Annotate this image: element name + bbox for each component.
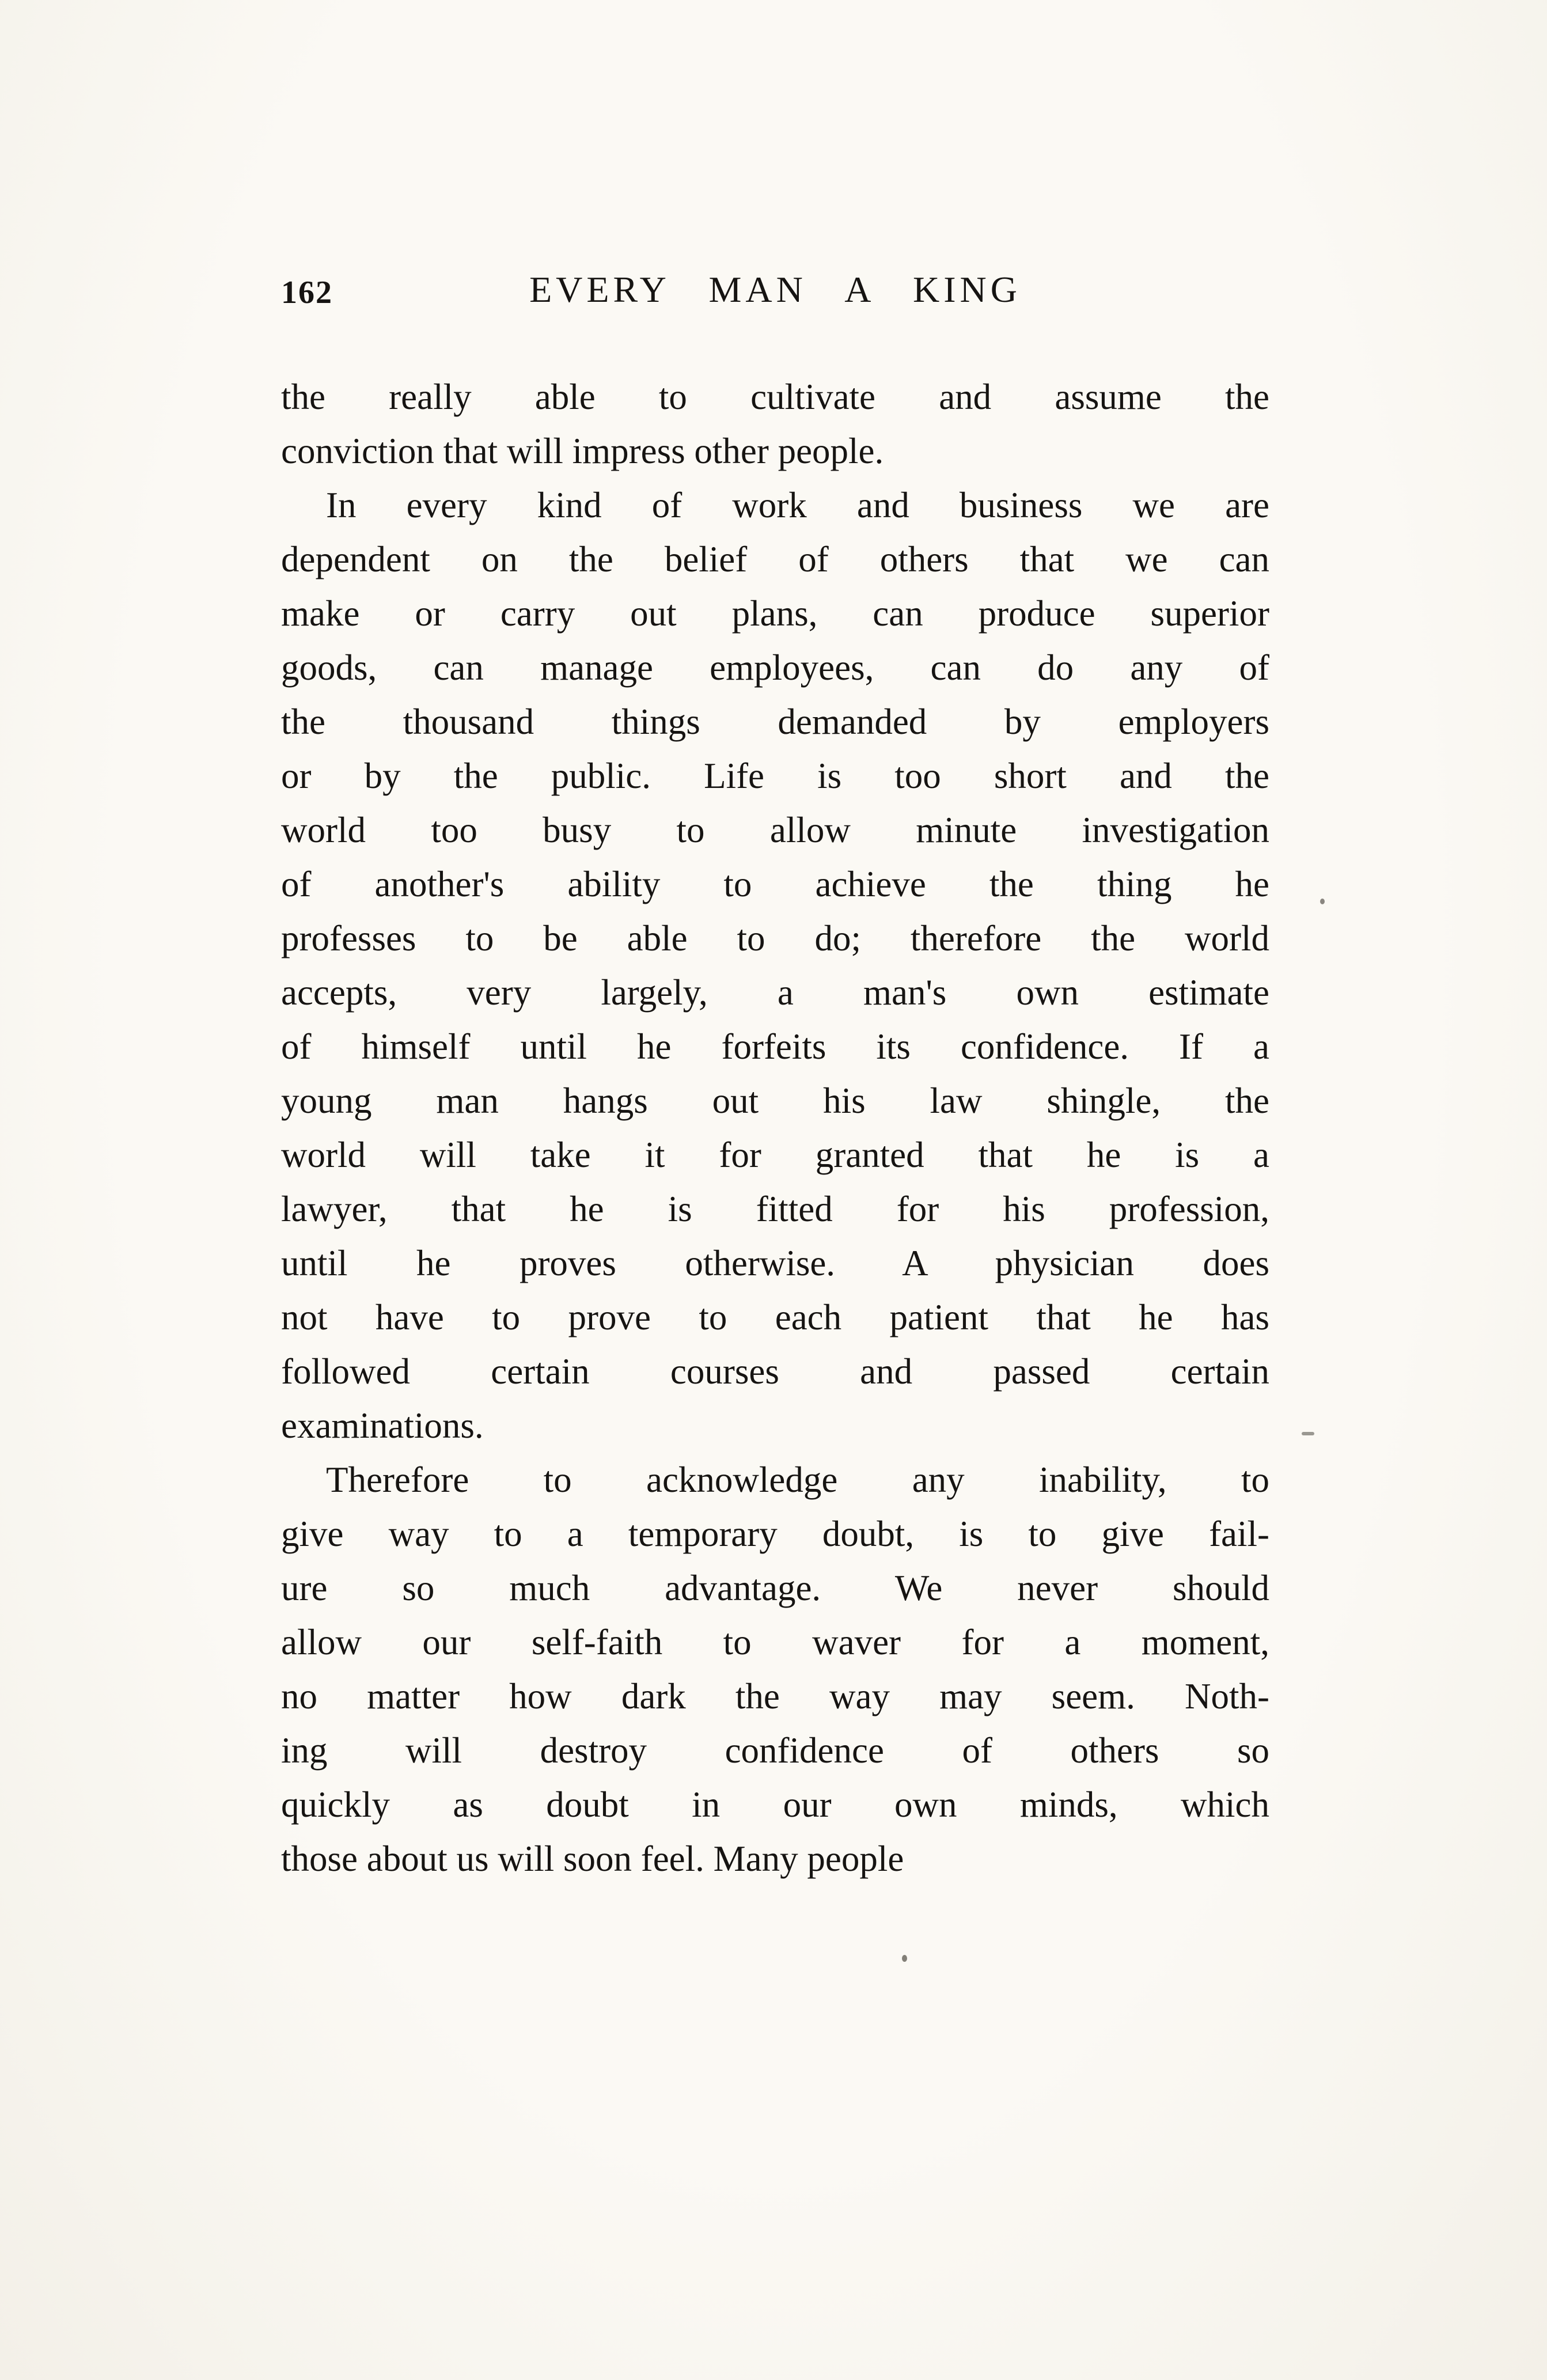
text-line: dependent on the belief of others that we can (281, 539, 1269, 579)
text-line: make or carry out plans, can produce superior (281, 593, 1269, 634)
scan-artifact-dot (902, 1955, 907, 1962)
page-number: 162 (281, 275, 333, 310)
text-line: the really able to cultivate and assume the (281, 377, 1269, 417)
text-line: ure so much advantage. We never should (281, 1568, 1269, 1608)
body-text (281, 370, 1269, 1886)
text-line: of himself until he forfeits its confidence. If a (281, 1026, 1269, 1067)
text-line: lawyer, that he is fitted for his profession, (281, 1189, 1269, 1229)
scan-artifact-dash (1302, 1432, 1314, 1435)
running-title: EVERY MAN A KING (529, 269, 1021, 310)
text-line: give way to a temporary doubt, is to give fail- (281, 1514, 1269, 1554)
text-line: until he proves otherwise. A physician does (281, 1243, 1269, 1283)
text-line: young man hangs out his law shingle, the (281, 1081, 1269, 1121)
page-header (281, 268, 1269, 314)
text-line: the thousand things demanded by employers (281, 702, 1269, 742)
text-line: no matter how dark the way may seem. Noth- (281, 1676, 1269, 1716)
text-line: not have to prove to each patient that he has (281, 1297, 1269, 1337)
text-line: followed certain courses and passed certain (281, 1351, 1269, 1392)
text-line: those about us will soon feel. Many people (281, 1839, 904, 1879)
text-line: In every kind of work and business we are (326, 485, 1269, 525)
text-line: quickly as doubt in our own minds, which (281, 1784, 1269, 1825)
text-line: Therefore to acknowledge any inability, to (326, 1460, 1269, 1500)
text-line: world too busy to allow minute investigation (281, 810, 1269, 850)
text-line: professes to be able to do; therefore the world (281, 918, 1269, 958)
text-line: accepts, very largely, a man's own estimate (281, 972, 1269, 1013)
text-line: of another's ability to achieve the thing he (281, 864, 1269, 904)
text-line: examinations. (281, 1405, 484, 1446)
text-line: or by the public. Life is too short and the (281, 756, 1269, 796)
text-line: goods, can manage employees, can do any of (281, 647, 1269, 688)
text-line: ing will destroy confidence of others so (281, 1730, 1269, 1771)
text-line: world will take it for granted that he is a (281, 1135, 1269, 1175)
text-line: conviction that will impress other people. (281, 431, 884, 471)
text-line: allow our self-faith to waver for a moment, (281, 1622, 1269, 1662)
scan-artifact-dot (1320, 899, 1325, 904)
